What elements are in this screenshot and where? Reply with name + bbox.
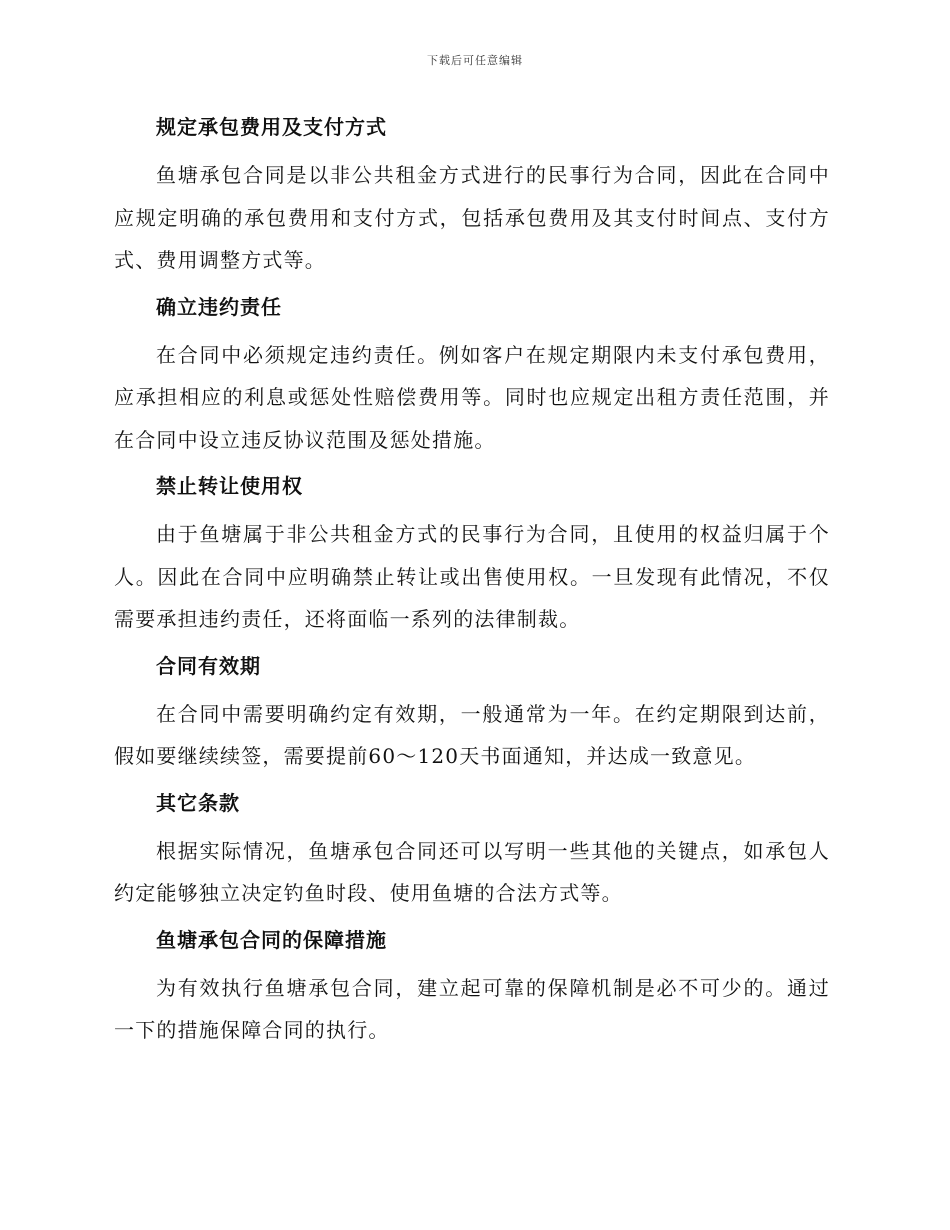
section-heading: 规定承包费用及支付方式 bbox=[156, 115, 387, 139]
section-heading: 禁止转让使用权 bbox=[156, 474, 303, 498]
section-paragraph: 根据实际情况，鱼塘承包合同还可以写明一些其他的关键点，如承包人约定能够独立决定钓鱼时段、使用鱼塘的合法方式等。 bbox=[114, 838, 830, 905]
section-breach-liability bbox=[114, 292, 830, 462]
page-header-note: 下载后可任意编辑 bbox=[427, 54, 523, 67]
section-heading: 其它条款 bbox=[156, 790, 240, 815]
section-heading: 合同有效期 bbox=[156, 653, 261, 678]
section-no-transfer bbox=[114, 471, 830, 641]
section-paragraph: 在合同中需要明确约定有效期，一般通常为一年。在约定期限到达前，假如要继续续签，需要提前60～120天书面通知，并达成一致意见。 bbox=[114, 701, 830, 768]
section-paragraph: 由于鱼塘属于非公共租金方式的民事行为合同，且使用的权益归属于个人。因此在合同中应明确禁止转让或出售使用权。一旦发现有此情况，不仅需要承担违约责任，还将面临一系列的法律制裁。 bbox=[114, 522, 830, 631]
section-heading: 确立违约责任 bbox=[156, 294, 282, 319]
section-paragraph: 在合同中必须规定违约责任。例如客户在规定期限内未支付承包费用，应承担相应的利息或惩处性赔偿费用等。同时也应规定出租方责任范围，并在合同中设立违反协议范围及惩处措施。 bbox=[114, 342, 830, 452]
section-paragraph: 为有效执行鱼塘承包合同，建立起可靠的保障机制是必不可少的。通过一下的措施保障合同的执行。 bbox=[114, 975, 830, 1042]
section-paragraph: 鱼塘承包合同是以非公共租金方式进行的民事行为合同，因此在合同中应规定明确的承包费用和支付方式，包括承包费用及其支付时间点、支付方式、费用调整方式等。 bbox=[114, 163, 830, 272]
section-fee-payment bbox=[114, 112, 830, 282]
section-validity-period bbox=[114, 651, 830, 778]
section-safeguards bbox=[114, 925, 830, 1052]
section-heading: 鱼塘承包合同的保障措施 bbox=[156, 927, 387, 952]
section-other-terms bbox=[114, 788, 830, 915]
document-content bbox=[114, 112, 830, 1062]
